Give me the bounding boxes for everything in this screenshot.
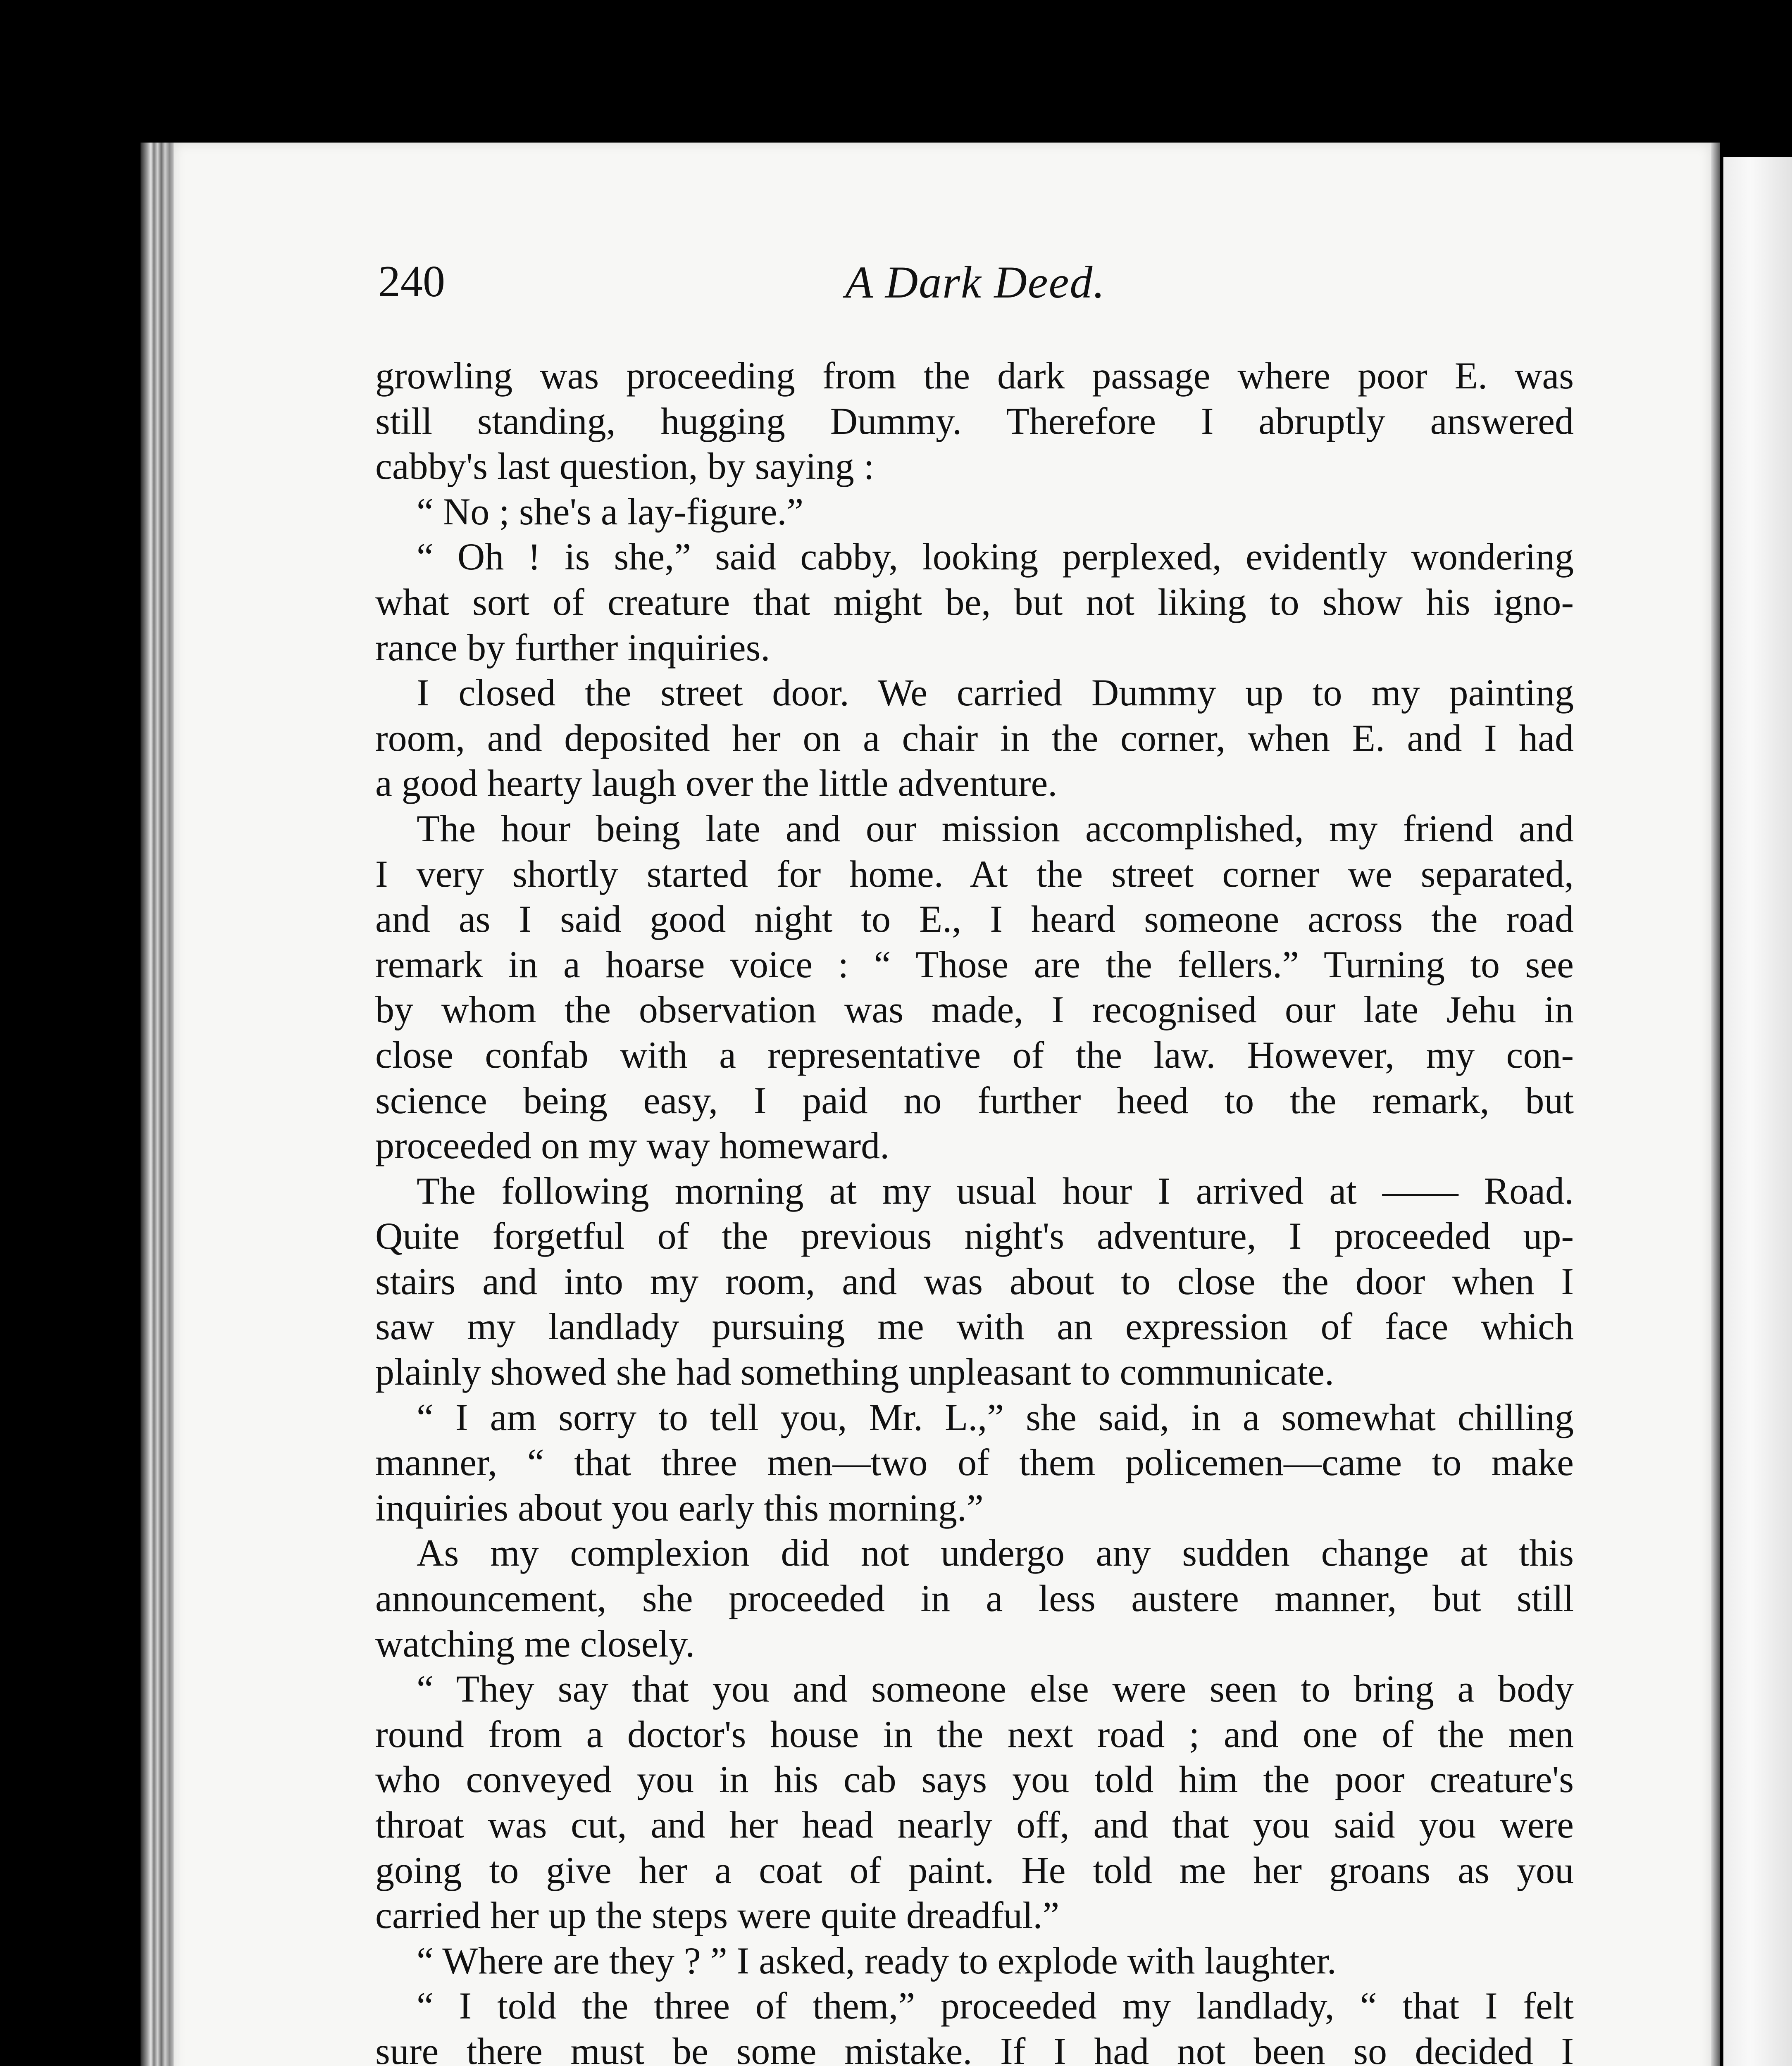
text-line: sure there must be some mistake. If I had not been so decided I xyxy=(375,2030,1574,2066)
text-line: who conveyed you in his cab says you told him the poor creature's xyxy=(375,1758,1574,1801)
text-line: “ They say that you and someone else were seen to bring a body xyxy=(417,1668,1574,1710)
text-line: science being easy, I paid no further heed to the remark, but xyxy=(375,1079,1574,1121)
running-head: A Dark Deed. xyxy=(845,257,1106,307)
text-line: saw my landlady pursuing me with an expression of face which xyxy=(375,1305,1574,1348)
text-line: what sort of creature that might be, but not liking to show his igno- xyxy=(375,581,1574,623)
text-line: watching me closely. xyxy=(375,1622,695,1665)
text-line: The following morning at my usual hour I arrived at —— Road. xyxy=(417,1169,1574,1212)
text-line: “ Where are they ? ” I asked, ready to explode with laughter. xyxy=(417,1939,1337,1982)
text-line: As my complexion did not undergo any sudden change at this xyxy=(417,1532,1574,1574)
text-line: plainly showed she had something unpleasant to communicate. xyxy=(375,1351,1334,1393)
text-line: “ I told the three of them,” proceeded my landlady, “ that I felt xyxy=(417,1985,1574,2027)
text-line: a good hearty laugh over the little adventure. xyxy=(375,762,1058,805)
facing-page-edge xyxy=(1723,157,1792,2066)
text-line: rance by further inquiries. xyxy=(375,626,770,669)
text-line: “ Oh ! is she,” said cabby, looking perplexed, evidently wondering xyxy=(417,536,1574,578)
text-line: still standing, hugging Dummy. Therefore I abruptly answered xyxy=(375,400,1574,442)
text-line: Quite forgetful of the previous night's adventure, I proceeded up- xyxy=(375,1215,1574,1257)
body-text xyxy=(375,353,1574,2066)
text-line: cabby's last question, by saying : xyxy=(375,445,875,488)
text-line: manner, “ that three men—two of them policemen—came to make xyxy=(375,1441,1574,1484)
text-line: I very shortly started for home. At the street corner we separated, xyxy=(375,852,1574,895)
page-edge xyxy=(1711,143,1720,2066)
text-line: round from a doctor's house in the next road ; and one of the men xyxy=(375,1713,1574,1755)
book-spine xyxy=(141,143,178,2066)
text-line: going to give her a coat of paint. He told me her groans as you xyxy=(375,1849,1574,1891)
text-line: announcement, she proceeded in a less austere manner, but still xyxy=(375,1577,1574,1620)
text-line: throat was cut, and her head nearly off, and that you said you were xyxy=(375,1804,1574,1846)
text-line: and as I said good night to E., I heard someone across the road xyxy=(375,898,1574,940)
text-line: “ I am sorry to tell you, Mr. L.,” she said, in a somewhat chilling xyxy=(417,1396,1574,1438)
text-line: “ No ; she's a lay-figure.” xyxy=(417,490,804,533)
text-line: close confab with a representative of the law. However, my con- xyxy=(375,1033,1574,1076)
text-line: growling was proceeding from the dark passage where poor E. was xyxy=(375,355,1574,397)
text-line: remark in a hoarse voice : “ Those are the fellers.” Turning to see xyxy=(375,943,1574,985)
text-line: I closed the street door. We carried Dummy up to my painting xyxy=(417,671,1574,714)
text-line: proceeded on my way homeward. xyxy=(375,1124,890,1167)
text-line: stairs and into my room, and was about to close the door when I xyxy=(375,1260,1574,1302)
page-number: 240 xyxy=(378,257,445,306)
text-line: carried her up the steps were quite dreadful.” xyxy=(375,1894,1060,1937)
text-line: inquiries about you early this morning.” xyxy=(375,1486,984,1529)
page-header xyxy=(378,256,1573,314)
text-line: The hour being late and our mission accomplished, my friend and xyxy=(417,807,1574,850)
text-line: by whom the observation was made, I recognised our late Jehu in xyxy=(375,988,1574,1031)
text-line: room, and deposited her on a chair in the corner, when E. and I had xyxy=(375,716,1574,759)
